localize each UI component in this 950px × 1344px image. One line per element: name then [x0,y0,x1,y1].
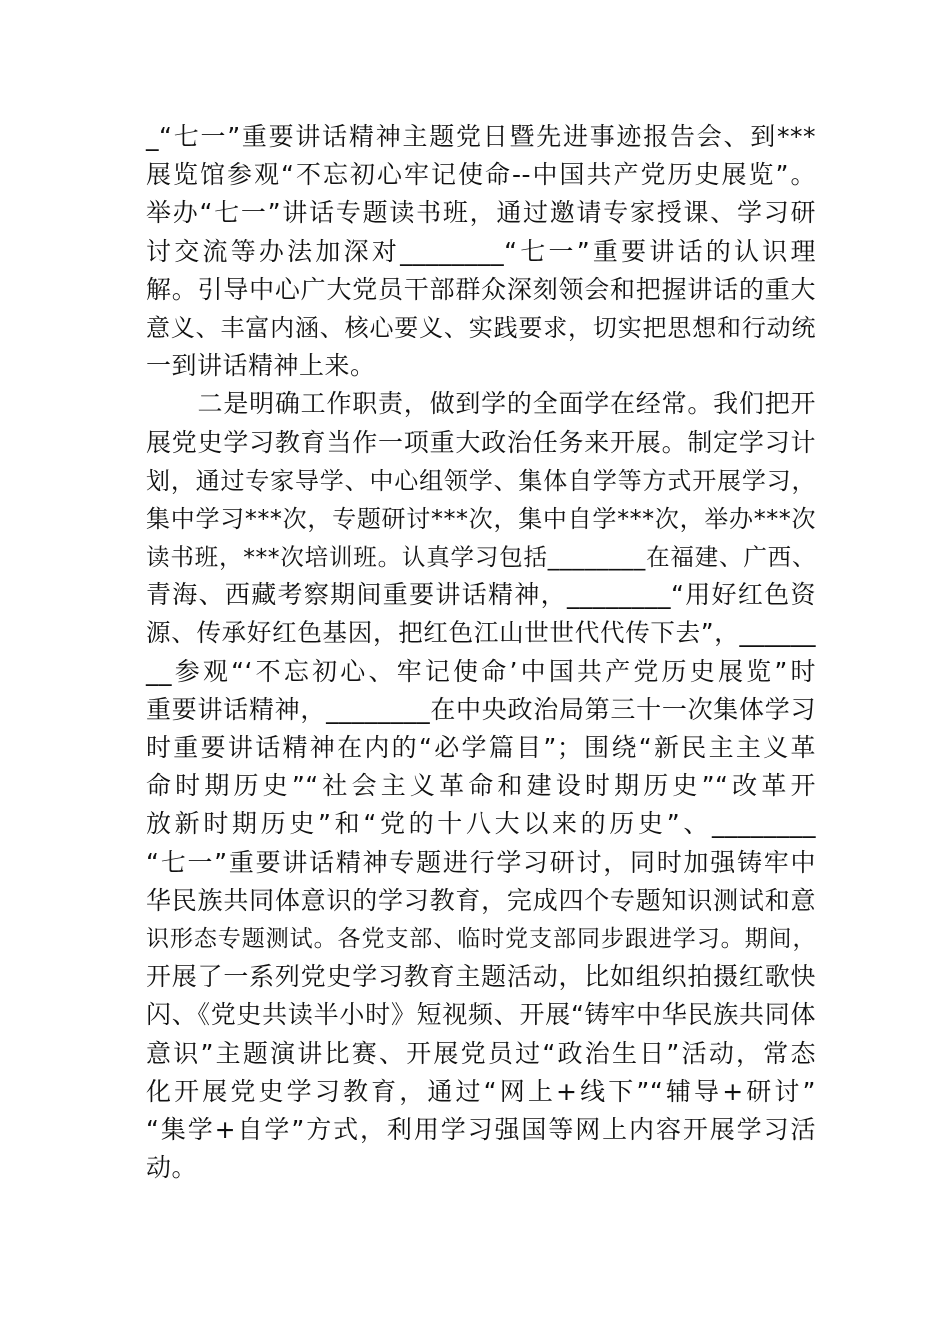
text-line: 举办“七一”讲话专题读书班，通过邀请专家授课、学习研 [146,198,816,228]
text-line: 读书班，***次培训班。认真学习包括________在福建、广西、 [146,543,816,572]
text-line: 源、传承好红色基因，把红色江山世世代代传下去”，______ [146,618,816,648]
text-line: 解。引导中心广大党员干部群众深刻领会和把握讲话的重大 [146,274,816,304]
text-line: 命时期历史”“社会主义革命和建设时期历史”“改革开 [146,771,816,801]
text-line: 二是明确工作职责，做到学的全面学在经常。我们把开 [146,389,816,419]
text-line: 华民族共同体意识的学习教育，完成四个专题知识测试和意 [146,885,816,915]
paragraph-1 [146,118,816,385]
body-text [146,118,816,1187]
text-line: 集中学习***次，专题研讨***次，集中自学***次，举办***次 [146,504,816,533]
text-line: 意义、丰富内涵、核心要义、实践要求，切实把思想和行动统 [146,313,816,342]
text-line: 重要讲话精神，________在中央政治局第三十一次集体学习 [146,694,816,724]
text-line: “集学+自学”方式，利用学习强国等网上内容开展学习活 [146,1114,816,1144]
text-line: 展览馆参观“不忘初心牢记使命--中国共产党历史展览”。 [146,160,816,190]
text-line: 动。 [146,1153,198,1183]
text-line: “七一”重要讲话精神专题进行学习研讨，同时加强铸牢中 [146,847,816,877]
paragraph-2 [146,385,816,1187]
text-line: 讨交流等办法加深对________“七一”重要讲话的认识理 [146,236,816,266]
text-line: 划，通过专家导学、中心组领学、集体自学等方式开展学习， [146,466,816,495]
text-line: _“七一”重要讲话精神主题党日暨先进事迹报告会、到*** [146,122,816,151]
text-line: 时重要讲话精神在内的“必学篇目”；围绕“新民主主义革 [146,733,816,762]
text-line: 闪、《党史共读半小时》短视频、开展“铸牢中华民族共同体 [146,1000,816,1030]
text-line: 放新时期历史”和“党的十八大以来的历史”、________ [146,809,816,839]
text-line: 开展了一系列党史学习教育主题活动，比如组织拍摄红歌快 [146,962,816,992]
text-line: 识形态专题测试。各党支部、临时党支部同步跟进学习。期间， [146,925,816,952]
text-line: 展党史学习教育当作一项重大政治任务来开展。制定学习计 [146,427,816,457]
text-line: __参观“‘不忘初心、牢记使命’中国共产党历史展览”时 [146,656,816,686]
text-line: 一到讲话精神上来。 [146,351,376,381]
text-line: 化开展党史学习教育，通过“网上+线下”“辅导+研讨” [146,1076,816,1106]
text-line: 青海、西藏考察期间重要讲话精神，________“用好红色资 [146,580,816,610]
text-line: 意识”主题演讲比赛、开展党员过“政治生日”活动，常态 [146,1038,816,1068]
